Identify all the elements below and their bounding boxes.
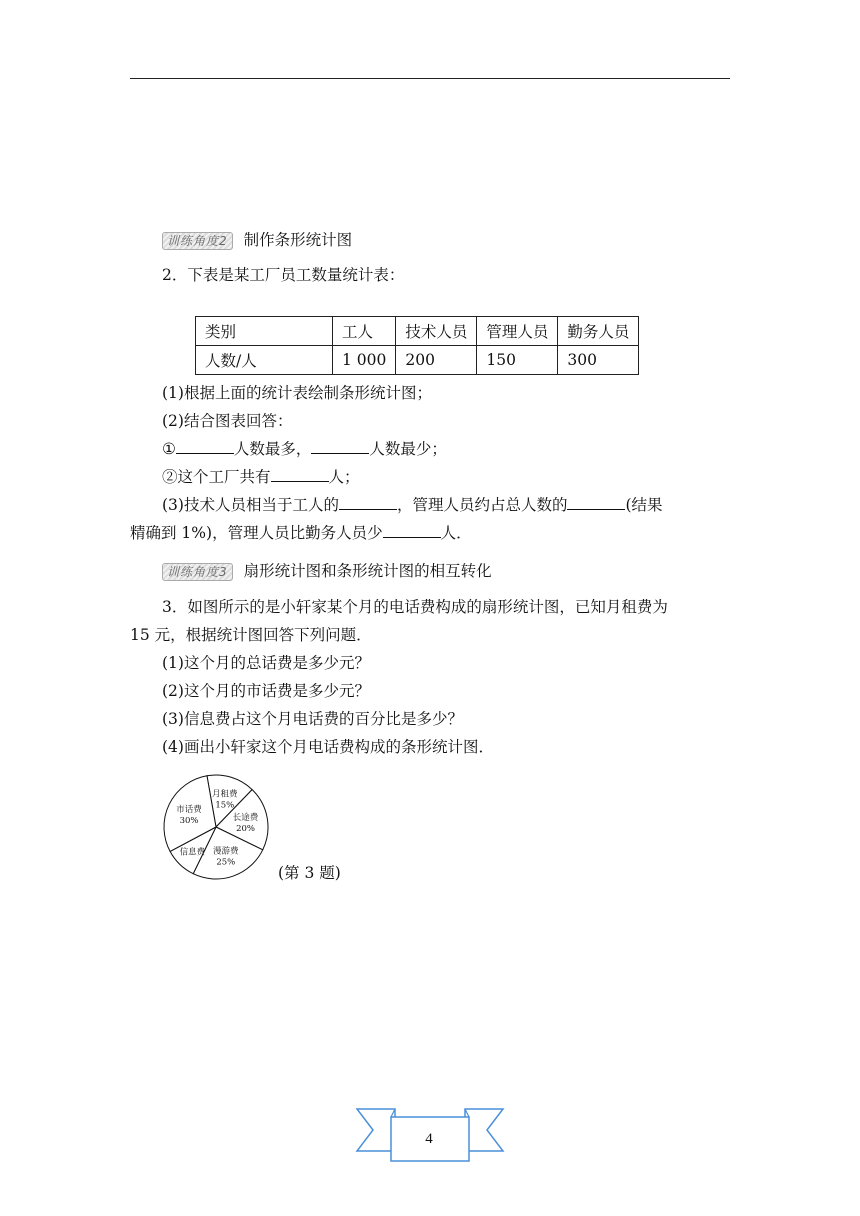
table-cell: 200 bbox=[396, 346, 477, 375]
q3-part2: (2)这个月的市话费是多少元？ bbox=[162, 682, 370, 700]
text-segment: 人数最少； bbox=[369, 440, 447, 458]
pie-svg bbox=[160, 771, 272, 883]
section-heading-3 bbox=[162, 561, 492, 581]
pie-slice-label: 信息费 bbox=[179, 847, 206, 858]
figure-caption: (第 3 题) bbox=[278, 864, 341, 882]
q3-part3: (3)信息费占这个月电话费的百分比是多少？ bbox=[162, 710, 463, 728]
text-segment: ，管理人员约占总人数的 bbox=[396, 496, 568, 514]
answer-blank bbox=[271, 467, 329, 482]
pie-slice-label: 市话费 bbox=[176, 804, 202, 815]
q3-part4: (4)画出小轩家这个月电话费构成的条形统计图． bbox=[162, 738, 494, 756]
question-3-stem-line1: 3．如图所示的是小轩家某个月的电话费构成的扇形统计图，已知月租费为 bbox=[162, 598, 668, 616]
section-title: 制作条形统计图 bbox=[243, 231, 353, 249]
staff-count-table bbox=[195, 316, 639, 375]
answer-blank bbox=[339, 495, 397, 510]
table-cell: 300 bbox=[558, 346, 639, 375]
pie-slice-value: 15% bbox=[215, 800, 235, 811]
table-row bbox=[196, 346, 639, 375]
text-segment: ① bbox=[162, 440, 176, 458]
pie-slice-label: 月租费 bbox=[212, 789, 238, 800]
page-number-ribbon bbox=[355, 1105, 505, 1169]
pie-slice-label: 长途费 bbox=[232, 812, 259, 823]
pie-slice-value: 25% bbox=[216, 857, 236, 868]
page-number: 4 bbox=[425, 1131, 433, 1147]
answer-blank bbox=[567, 495, 625, 510]
question-3-stem-line2: 15 元，根据统计图回答下列问题． bbox=[130, 626, 372, 644]
q3-part1: (1)这个月的总话费是多少元？ bbox=[162, 654, 370, 672]
q2-part3 bbox=[162, 495, 663, 515]
table-cell: 150 bbox=[477, 346, 558, 375]
q2-part2a bbox=[162, 439, 447, 459]
text-segment: (结果 bbox=[625, 496, 663, 514]
header-rule bbox=[130, 78, 730, 79]
table-cell: 工人 bbox=[333, 317, 396, 346]
q2-part1: (1)根据上面的统计表绘制条形统计图； bbox=[162, 384, 432, 402]
text-segment: ②这个工厂共有 bbox=[162, 468, 271, 486]
section-heading-2 bbox=[162, 230, 352, 250]
text-segment: 人数最多， bbox=[233, 440, 312, 458]
answer-blank bbox=[176, 439, 234, 454]
section-badge: 训练角度2 bbox=[162, 232, 233, 250]
section-badge: 训练角度3 bbox=[162, 563, 233, 581]
table-cell: 类别 bbox=[196, 317, 333, 346]
section-title: 扇形统计图和条形统计图的相互转化 bbox=[243, 562, 492, 580]
phone-bill-pie-chart bbox=[160, 771, 272, 887]
pie-slice-label: 漫游费 bbox=[213, 846, 239, 857]
pie-slice-value: 30% bbox=[179, 815, 199, 826]
question-2-stem: 2．下表是某工厂员工数量统计表： bbox=[162, 266, 405, 284]
table-header-row bbox=[196, 317, 639, 346]
q2-part3-line2 bbox=[130, 523, 472, 543]
text-segment: 人． bbox=[440, 524, 472, 542]
text-segment: (3)技术人员相当于工人的 bbox=[162, 496, 339, 514]
table-cell: 管理人员 bbox=[477, 317, 558, 346]
table-cell: 勤务人员 bbox=[558, 317, 639, 346]
pie-slice-value: 20% bbox=[236, 823, 255, 834]
q2-part2b bbox=[162, 467, 360, 487]
answer-blank bbox=[383, 523, 441, 538]
table-cell: 技术人员 bbox=[396, 317, 477, 346]
q2-part2: (2)结合图表回答： bbox=[162, 412, 293, 430]
text-segment: 精确到 1%)，管理人员比勤务人员少 bbox=[130, 524, 383, 542]
table-cell: 1 000 bbox=[333, 346, 396, 375]
text-segment: 人； bbox=[328, 468, 360, 486]
table-cell: 人数/人 bbox=[196, 346, 333, 375]
answer-blank bbox=[311, 439, 369, 454]
